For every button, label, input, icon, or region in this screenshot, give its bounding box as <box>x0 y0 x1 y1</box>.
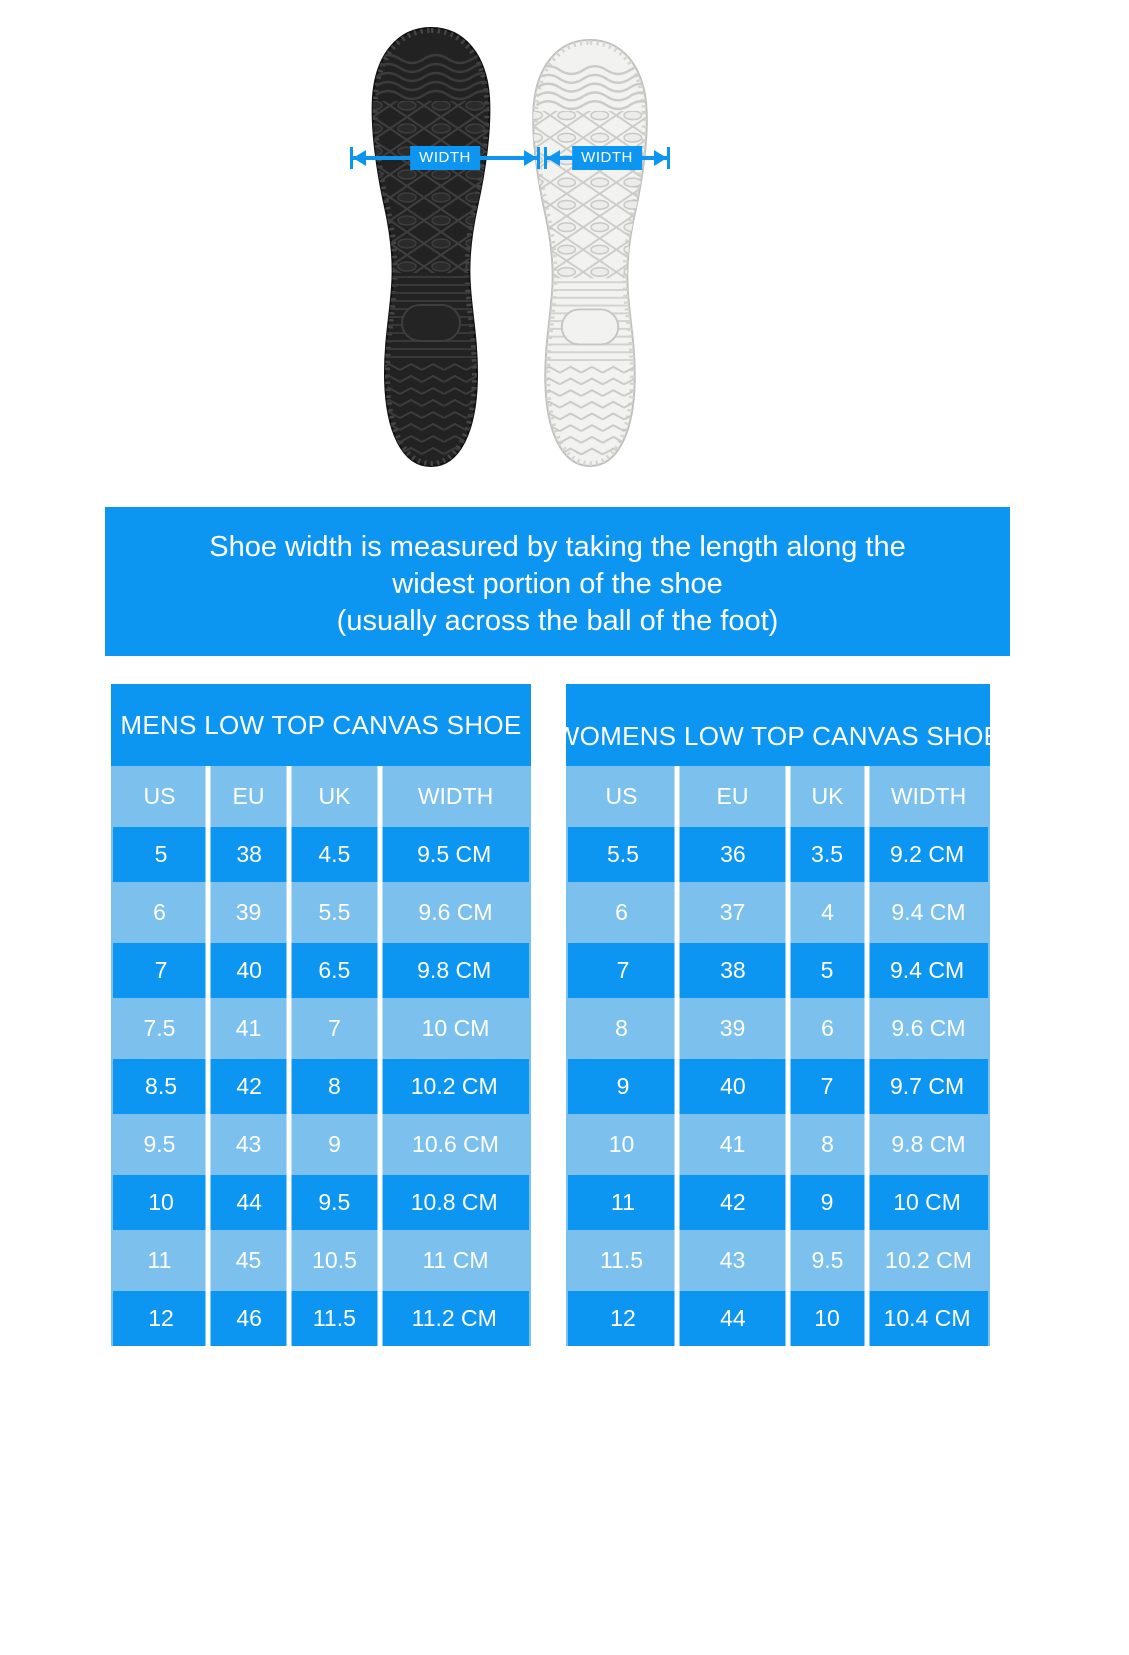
white-sole-image <box>512 37 668 469</box>
table-row <box>113 827 529 882</box>
womens-size-table <box>554 684 1002 1346</box>
table-cell: 7 <box>154 957 168 983</box>
table-row <box>568 1059 988 1114</box>
table-cell: 6 <box>615 899 628 925</box>
table-cell: 9.6 CM <box>418 899 493 925</box>
table-cell: 9.2 CM <box>890 841 965 867</box>
table-cell: 4 <box>821 899 834 925</box>
width-arrow-black-sole <box>350 146 540 170</box>
banner-line: Shoe width is measured by taking the length along the <box>209 531 906 563</box>
table-cell: 12 <box>148 1305 174 1331</box>
table-cell: 37 <box>719 899 746 925</box>
column-header-uk: UK <box>811 783 844 809</box>
column-header-us: US <box>605 783 638 809</box>
table-cell: 39 <box>235 899 262 925</box>
table-cell: 42 <box>236 1073 262 1099</box>
table-cell: 39 <box>719 1015 746 1041</box>
table-row <box>111 1233 531 1288</box>
table-row <box>568 1291 988 1346</box>
table-cell: 40 <box>236 957 262 983</box>
table-cell: 6 <box>153 899 166 925</box>
mens-size-table <box>111 684 531 1346</box>
table-cell: 7.5 <box>143 1015 176 1041</box>
banner-line: (usually across the ball of the foot) <box>336 605 779 637</box>
table-cell: 38 <box>720 957 746 983</box>
table-cell: 12 <box>610 1305 636 1331</box>
table-cell: 9.5 <box>143 1131 176 1157</box>
column-header-row <box>566 766 990 827</box>
table-cell: 10.2 CM <box>885 1247 972 1273</box>
column-header-eu: EU <box>232 783 265 809</box>
column-separator <box>206 766 211 1346</box>
table-cell: 10 <box>608 1131 635 1157</box>
measurement-note-banner <box>105 507 1010 656</box>
table-cell: 10.8 CM <box>410 1189 498 1215</box>
table-cell: 11 <box>611 1189 635 1215</box>
width-arrow-white-sole <box>544 146 670 170</box>
column-header-uk: UK <box>318 783 351 809</box>
table-cell: 8 <box>821 1131 834 1157</box>
table-rows <box>111 827 531 1346</box>
column-header-us: US <box>143 783 176 809</box>
column-separator <box>378 766 383 1346</box>
table-cell: 10.4 CM <box>883 1305 971 1331</box>
arrow-right-icon <box>524 150 537 166</box>
table-cell: 9 <box>820 1189 834 1215</box>
table-cell: 9.6 CM <box>891 1015 966 1041</box>
table-row <box>568 943 988 998</box>
table-row <box>111 1001 531 1056</box>
table-cell: 9.5 <box>811 1247 844 1273</box>
width-label: WIDTH <box>410 146 480 170</box>
table-row <box>566 885 990 940</box>
table-cell: 43 <box>235 1131 262 1157</box>
table-row <box>566 1117 990 1172</box>
table-row <box>566 1233 990 1288</box>
table-rows <box>566 827 990 1346</box>
table-cell: 6 <box>821 1015 834 1041</box>
table-cell: 10 <box>814 1305 840 1331</box>
table-row <box>113 1059 529 1114</box>
table-cell: 8 <box>615 1015 628 1041</box>
table-cell: 9 <box>328 1131 341 1157</box>
table-cell: 36 <box>720 841 746 867</box>
column-separator <box>287 766 292 1346</box>
table-cell: 10 CM <box>421 1015 490 1041</box>
table-row <box>113 1175 529 1230</box>
table-cell: 5.5 <box>318 899 351 925</box>
table-cell: 40 <box>720 1073 746 1099</box>
table-cell: 7 <box>616 957 630 983</box>
table-cell: 10 <box>148 1189 174 1215</box>
table-cell: 8 <box>327 1073 341 1099</box>
column-separator <box>675 766 680 1346</box>
table-cell: 9.4 CM <box>890 957 965 983</box>
table-cell: 9.8 CM <box>417 957 492 983</box>
table-cell: 5 <box>154 841 168 867</box>
table-cell: 11 <box>147 1247 172 1273</box>
table-row <box>568 827 988 882</box>
table-cell: 6.5 <box>318 957 351 983</box>
column-header-width: WIDTH <box>890 783 967 809</box>
table-cell: 7 <box>328 1015 341 1041</box>
table-cell: 46 <box>236 1305 262 1331</box>
table-cell: 10.5 <box>312 1247 357 1273</box>
table-cell: 38 <box>236 841 262 867</box>
table-cell: 10 CM <box>893 1189 961 1215</box>
arrow-right-icon <box>654 150 667 166</box>
table-cell: 11.2 CM <box>411 1305 497 1331</box>
table-cell: 9.8 CM <box>891 1131 966 1157</box>
table-cell: 43 <box>719 1247 746 1273</box>
table-cell: 9.5 CM <box>417 841 492 867</box>
table-cell: 9.5 <box>318 1189 351 1215</box>
table-row <box>111 885 531 940</box>
column-separator <box>786 766 791 1346</box>
table-cell: 42 <box>720 1189 746 1215</box>
table-cell: 45 <box>235 1247 262 1273</box>
womens-table-body <box>566 766 990 1346</box>
table-cell: 3.5 <box>811 841 844 867</box>
table-cell: 5 <box>820 957 834 983</box>
width-label: WIDTH <box>572 146 642 170</box>
column-header-width: WIDTH <box>417 783 494 809</box>
table-cell: 9.7 CM <box>890 1073 965 1099</box>
table-cell: 11 CM <box>422 1247 489 1273</box>
column-header-row <box>111 766 531 827</box>
table-cell: 10.2 CM <box>410 1073 498 1099</box>
womens-table-title: WOMENS LOW TOP CANVAS SHOE <box>566 684 990 766</box>
table-cell: 41 <box>719 1131 746 1157</box>
table-row <box>113 943 529 998</box>
mens-table-body <box>111 766 531 1346</box>
column-header-eu: EU <box>716 783 749 809</box>
table-row <box>111 1117 531 1172</box>
mens-table-title: MENS LOW TOP CANVAS SHOE <box>111 684 531 766</box>
arrow-left-icon <box>547 150 560 166</box>
table-cell: 9 <box>616 1073 630 1099</box>
arrow-left-icon <box>353 150 366 166</box>
table-cell: 44 <box>720 1305 746 1331</box>
table-row <box>113 1291 529 1346</box>
table-cell: 41 <box>235 1015 262 1041</box>
table-cell: 5.5 <box>606 841 639 867</box>
table-cell: 7 <box>820 1073 834 1099</box>
table-cell: 10.6 CM <box>412 1131 499 1157</box>
table-cell: 8.5 <box>145 1073 178 1099</box>
table-cell: 11.5 <box>312 1305 356 1331</box>
table-cell: 9.4 CM <box>891 899 966 925</box>
table-cell: 11.5 <box>599 1247 644 1273</box>
table-row <box>568 1175 988 1230</box>
table-cell: 4.5 <box>318 841 351 867</box>
banner-line: widest portion of the shoe <box>392 568 723 600</box>
column-separator <box>865 766 870 1346</box>
table-cell: 44 <box>236 1189 262 1215</box>
table-row <box>566 1001 990 1056</box>
black-sole-image <box>356 25 506 469</box>
